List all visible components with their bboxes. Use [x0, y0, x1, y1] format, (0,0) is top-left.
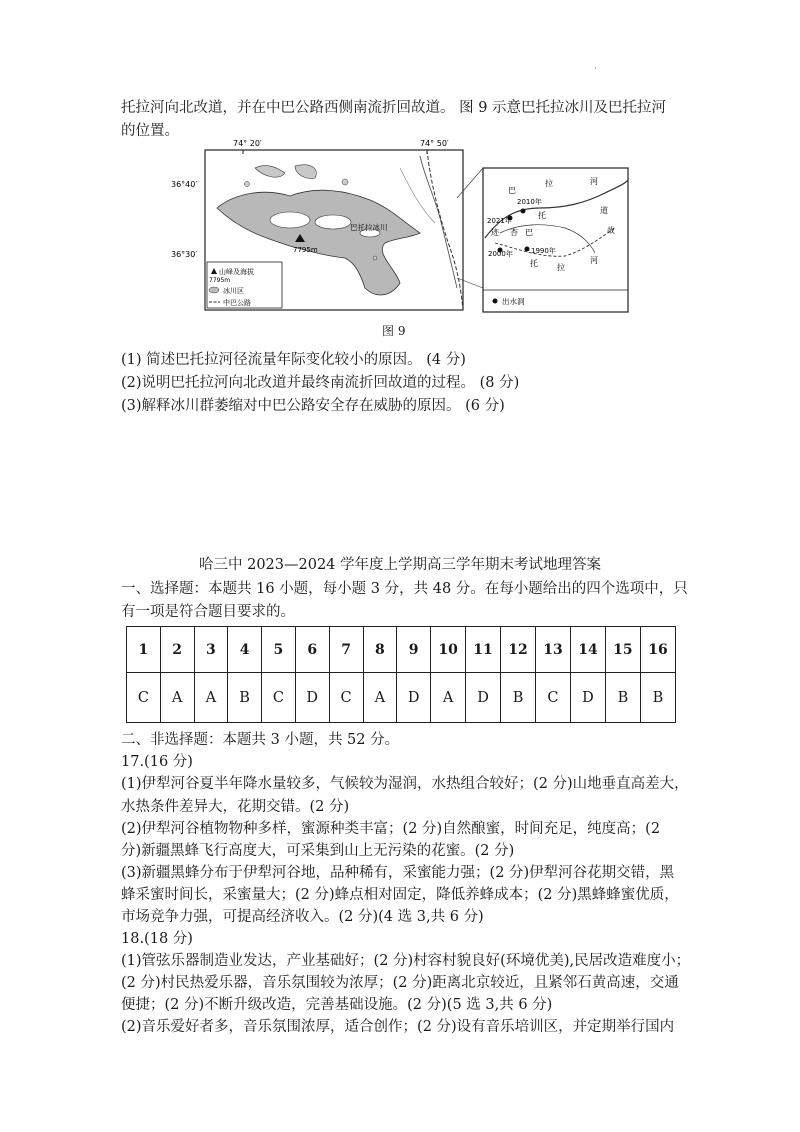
section2-line: (2 分)村民热爱乐器，音乐氛围较为浓厚；(2 分)距离北京较近，且紧邻石黄高速，交通 — [121, 975, 679, 991]
peak-label: 7795m — [293, 246, 318, 254]
legend-outlet-icon — [493, 299, 498, 304]
inset-char-10: 托 — [530, 259, 538, 268]
section2-line: 市场竞争力强，可提高经济收入。(2 分)(4 选 3,共 6 分) — [121, 909, 484, 925]
section2-line: 便捷；(2 分)不断升级改造，完善基础设施。(2 分)(5 选 3,共 6 分) — [121, 997, 553, 1013]
legend-peak-value: 7795m — [209, 277, 231, 284]
answer-cell: A — [194, 673, 228, 723]
section2-line: (2)伊犁河谷植物物种多样，蜜源种类丰富；(2 分)自然酿蜜，时间充足，纯度高；(2 — [121, 821, 661, 837]
figure-caption: 图 9 — [382, 324, 406, 338]
answer-table — [126, 626, 676, 723]
legend-glacier-icon — [209, 287, 219, 293]
section2-line: 18.(18 分) — [121, 931, 193, 947]
inset-char-7: 迹 — [491, 228, 499, 237]
lat-label-2: 36°30′ — [171, 250, 198, 259]
answer-cell: D — [295, 673, 329, 723]
inset-year-1990: 1990年 — [531, 247, 556, 255]
inset-char-12: 河 — [590, 256, 598, 265]
section2-line: (3)新疆黑蜂分布于伊犁河谷地，品种稀有，采蜜能力强；(2 分)伊犁河谷花期交错，黑 — [121, 865, 675, 881]
header-mark: · — [594, 64, 597, 74]
inset-char-9: 巴 — [525, 228, 533, 237]
inset-char-6: 故 — [607, 226, 615, 235]
question-number: 1 — [127, 627, 161, 673]
question-number: 15 — [605, 627, 640, 673]
intro-line-2: 的位置。 — [121, 123, 179, 139]
lat-label-1: 36°40′ — [171, 180, 198, 189]
legend-road-text: 中巴公路 — [223, 299, 251, 307]
answer-cell: B — [640, 673, 675, 723]
question-number: 2 — [160, 627, 194, 673]
question-number: 6 — [295, 627, 329, 673]
question-number: 5 — [262, 627, 296, 673]
inset-char-5: 道 — [600, 206, 608, 215]
question-number: 16 — [640, 627, 675, 673]
answer-cell: B — [605, 673, 640, 723]
question-number: 12 — [501, 627, 536, 673]
section2-line: 蜂采蜜时间长，采蜜量大；(2 分)蜂点相对固定，降低养蜂成本；(2 分)黑蜂蜂蜜优质， — [121, 887, 679, 903]
answer-cell: C — [329, 673, 363, 723]
inset-char-11: 拉 — [557, 263, 565, 272]
question-1: (1) 简述巴托拉河径流量年际变化较小的原因。 (4 分) — [121, 352, 466, 368]
question-number: 4 — [228, 627, 262, 673]
inset-char-1: 巴 — [508, 186, 516, 195]
answer-cell: C — [536, 673, 571, 723]
inset-year-2021: 2021年 — [487, 217, 512, 225]
question-2: (2)说明巴托拉河向北改道并最终南流折回故道的过程。 (8 分) — [121, 375, 520, 391]
question-number: 11 — [466, 627, 501, 673]
question-number: 8 — [363, 627, 397, 673]
answer-cell: C — [127, 673, 161, 723]
inset-char-2: 拉 — [545, 179, 553, 188]
section2-line: 二、非选择题：本题共 3 小题，共 52 分。 — [121, 732, 400, 748]
question-3: (3)解释冰川群萎缩对中巴公路安全存在威胁的原因。 (6 分) — [121, 398, 505, 414]
answer-cell: B — [228, 673, 262, 723]
answer-cell: D — [466, 673, 501, 723]
inset-char-8: 杏 — [510, 228, 518, 237]
question-number: 13 — [536, 627, 571, 673]
answer-cell: B — [501, 673, 536, 723]
lon-label-2: 74° 50′ — [420, 139, 449, 148]
section1-line-2: 有一项是符合题目要求的。 — [121, 604, 295, 620]
answer-table-header-row — [127, 627, 676, 673]
section2-line: (1)管弦乐器制造业发达，产业基础好；(2 分)村容村貌良好(环境优美),民居改造难度小； — [121, 953, 691, 969]
answer-cell: A — [363, 673, 397, 723]
question-number: 7 — [329, 627, 363, 673]
question-number: 9 — [397, 627, 431, 673]
answer-title: 哈三中 2023—2024 学年度上学期高三学年期末考试地理答案 — [198, 557, 602, 573]
section2-line: (2)音乐爱好者多，音乐氛围浓厚，适合创作；(2 分)设有音乐培训区，并定期举行国内 — [121, 1019, 675, 1035]
section1-line-1: 一、选择题：本题共 16 小题，每小题 3 分，共 48 分。在每小题给出的四个选项中，只 — [121, 581, 688, 597]
figure-9-map — [171, 138, 635, 315]
answer-cell: C — [262, 673, 296, 723]
section2-line: 水热条件差异大，花期交错。(2 分) — [121, 799, 350, 815]
section2-line: (1)伊犁河谷夏半年降水量较多，气候较为湿润，水热组合较好；(2 分)山地垂直高差大， — [121, 776, 689, 792]
legend-peak-text: 山峰及海拔 — [219, 268, 254, 276]
answer-cell: D — [397, 673, 431, 723]
glacier-label: 巴托拉冰川 — [350, 223, 388, 232]
answer-table-answer-row — [127, 673, 676, 723]
question-number: 3 — [194, 627, 228, 673]
inset-legend-text: 出水洞 — [502, 297, 525, 306]
answer-cell: D — [570, 673, 605, 723]
section2-line: 17.(16 分) — [121, 754, 193, 770]
answer-cell: A — [431, 673, 466, 723]
section2-line: 分)新疆黑蜂飞行高度大，可采集到山上无污染的花蜜。(2 分) — [121, 843, 515, 859]
intro-line-1: 托拉河向北改道，并在中巴公路西侧南流折回故道。 图 9 示意巴托拉冰川及巴托拉河 — [121, 100, 667, 116]
question-number: 10 — [431, 627, 466, 673]
question-number: 14 — [570, 627, 605, 673]
legend-glacier-text: 冰川区 — [223, 287, 244, 295]
answer-cell: A — [160, 673, 194, 723]
map-svg — [171, 138, 635, 315]
inset-char-3: 河 — [590, 177, 598, 186]
inset-year-2000: 2000年 — [488, 250, 513, 258]
lon-label-1: 74° 20′ — [233, 139, 262, 148]
inset-year-2010: 2010年 — [517, 198, 542, 206]
inset-char-4: 托 — [538, 211, 546, 220]
